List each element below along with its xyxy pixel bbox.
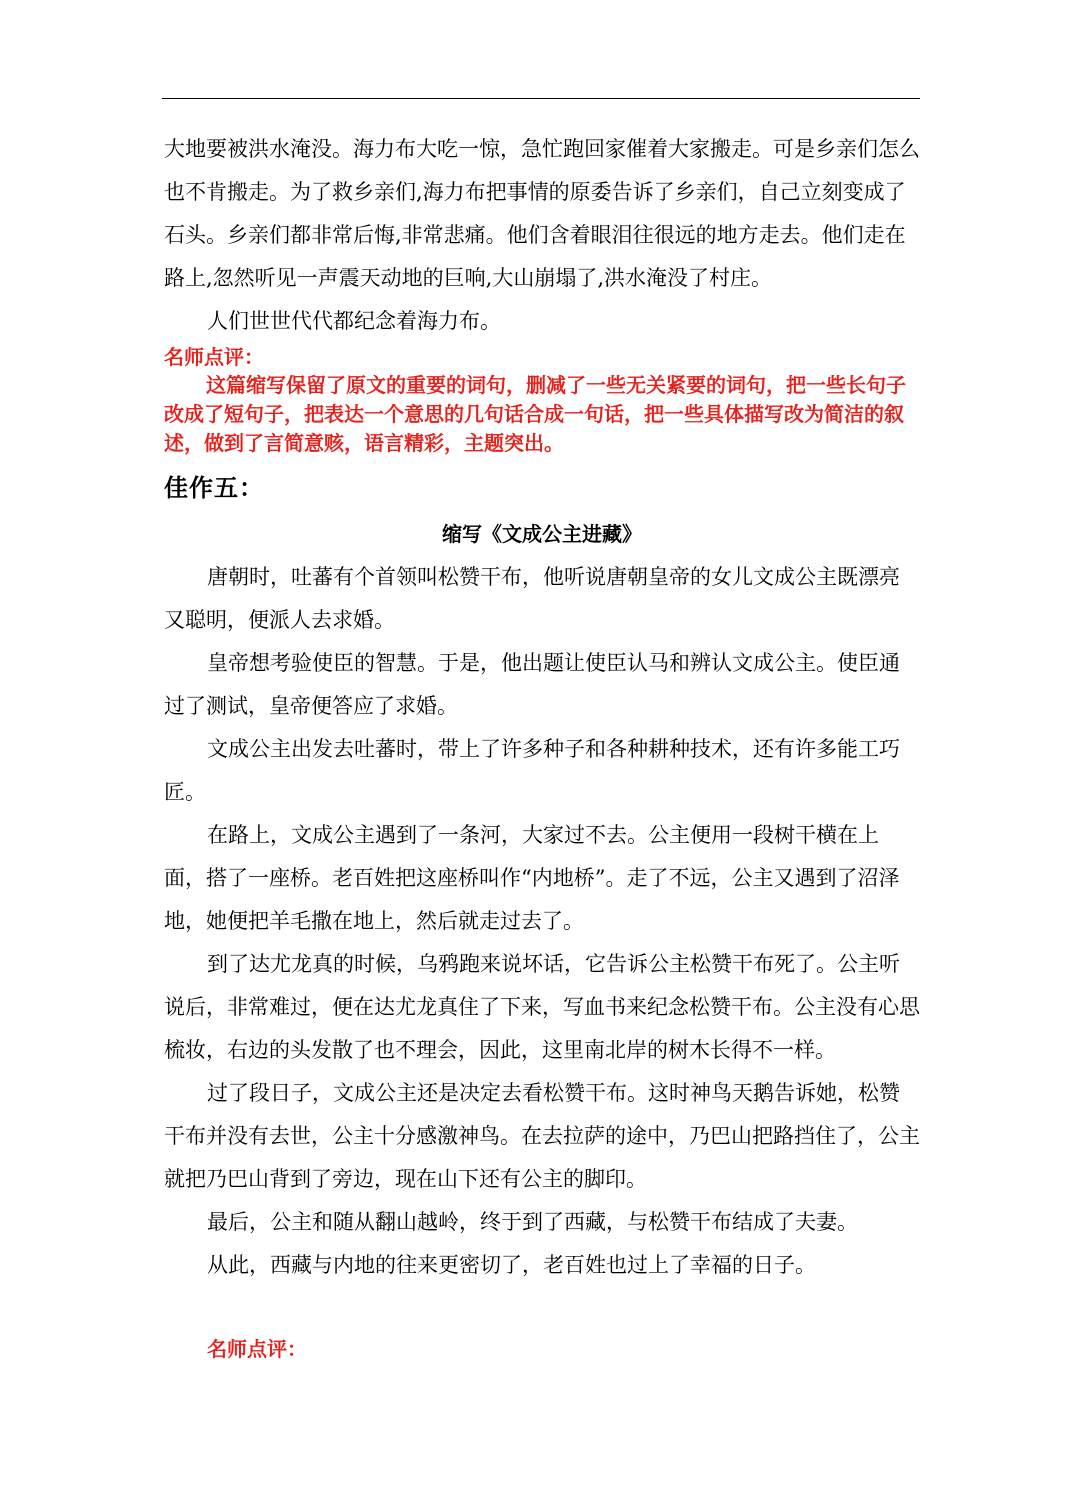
- essay-paragraph: 最后，公主和随从翻山越岭，终于到了西藏，与松赞干布结成了夫妻。: [207, 1210, 858, 1234]
- review-text: 这篇缩写保留了原文的重要的词句，删减了一些无关紧要的词句，把一些长句子改成了短句子，把表达一个意思的几句话合成一句话，把一些具体描写改为简洁的叙述，做到了言简意赅，语言精彩，主题突出。: [164, 373, 906, 455]
- header-rule: [162, 98, 920, 99]
- essay-paragraph: 到了达尤龙真的时候，乌鸦跑来说坏话，它告诉公主松赞干布死了。公主听说后，非常难过，便在达尤龙真住了下来，写血书来纪念松赞干布。公主没有心思梳妆，右边的头发散了也不理会，因此，这里南北岸的树木长得不一样。: [164, 952, 920, 1062]
- document-body: [164, 128, 920, 1363]
- essay-paragraph: 唐朝时，吐蕃有个首领叫松赞干布，他听说唐朝皇帝的女儿文成公主既漂亮又聪明，便派人去求婚。: [164, 565, 900, 632]
- essay-paragraph: 在路上，文成公主遇到了一条河，大家过不去。公主便用一段树干横在上面，搭了一座桥。老百姓把这座桥叫作“内地桥”。走了不远，公主又遇到了沼泽地，她便把羊毛撒在地上，然后就走过去了。: [164, 823, 900, 933]
- essay-paragraph: 文成公主出发去吐蕃时，带上了许多种子和各种耕种技术，还有许多能工巧匠。: [164, 737, 900, 804]
- closing-paragraph: 人们世世代代都纪念着海力布。: [207, 309, 501, 333]
- review-label: 名师点评：: [164, 345, 264, 369]
- blank-space: [164, 1287, 920, 1327]
- essay-title: 缩写《文成公主进藏》: [442, 522, 642, 546]
- essay-paragraph: 过了段日子，文成公主还是决定去看松赞干布。这时神鸟天鹅告诉她，松赞干布并没有去世，公主十分感激神鸟。在去拉萨的途中，乃巴山把路挡住了，公主就把乃巴山背到了旁边，现在山下还有公主的脚印。: [164, 1081, 920, 1191]
- review-label-2: 名师点评：: [207, 1337, 307, 1361]
- essay-paragraph: 从此，西藏与内地的往来更密切了，老百姓也过上了幸福的日子。: [207, 1253, 816, 1277]
- essay-paragraph: 皇帝想考验使臣的智慧。于是，他出题让使臣认马和辨认文成公主。使臣通过了测试，皇帝便答应了求婚。: [164, 651, 900, 718]
- section-heading: 佳作五：: [164, 474, 264, 502]
- continuation-paragraph: 大地要被洪水淹没。海力布大吃一惊，急忙跑回家催着大家搬走。可是乡亲们怎么也不肯搬走。为了救乡亲们,海力布把事情的原委告诉了乡亲们，自己立刻变成了石头。乡亲们都非常后悔,非常悲痛。他们含着眼泪往很远的地方走去。他们走在路上,忽然听见一声震天动地的巨响,大山崩塌了,洪水淹没了村庄。: [164, 137, 920, 290]
